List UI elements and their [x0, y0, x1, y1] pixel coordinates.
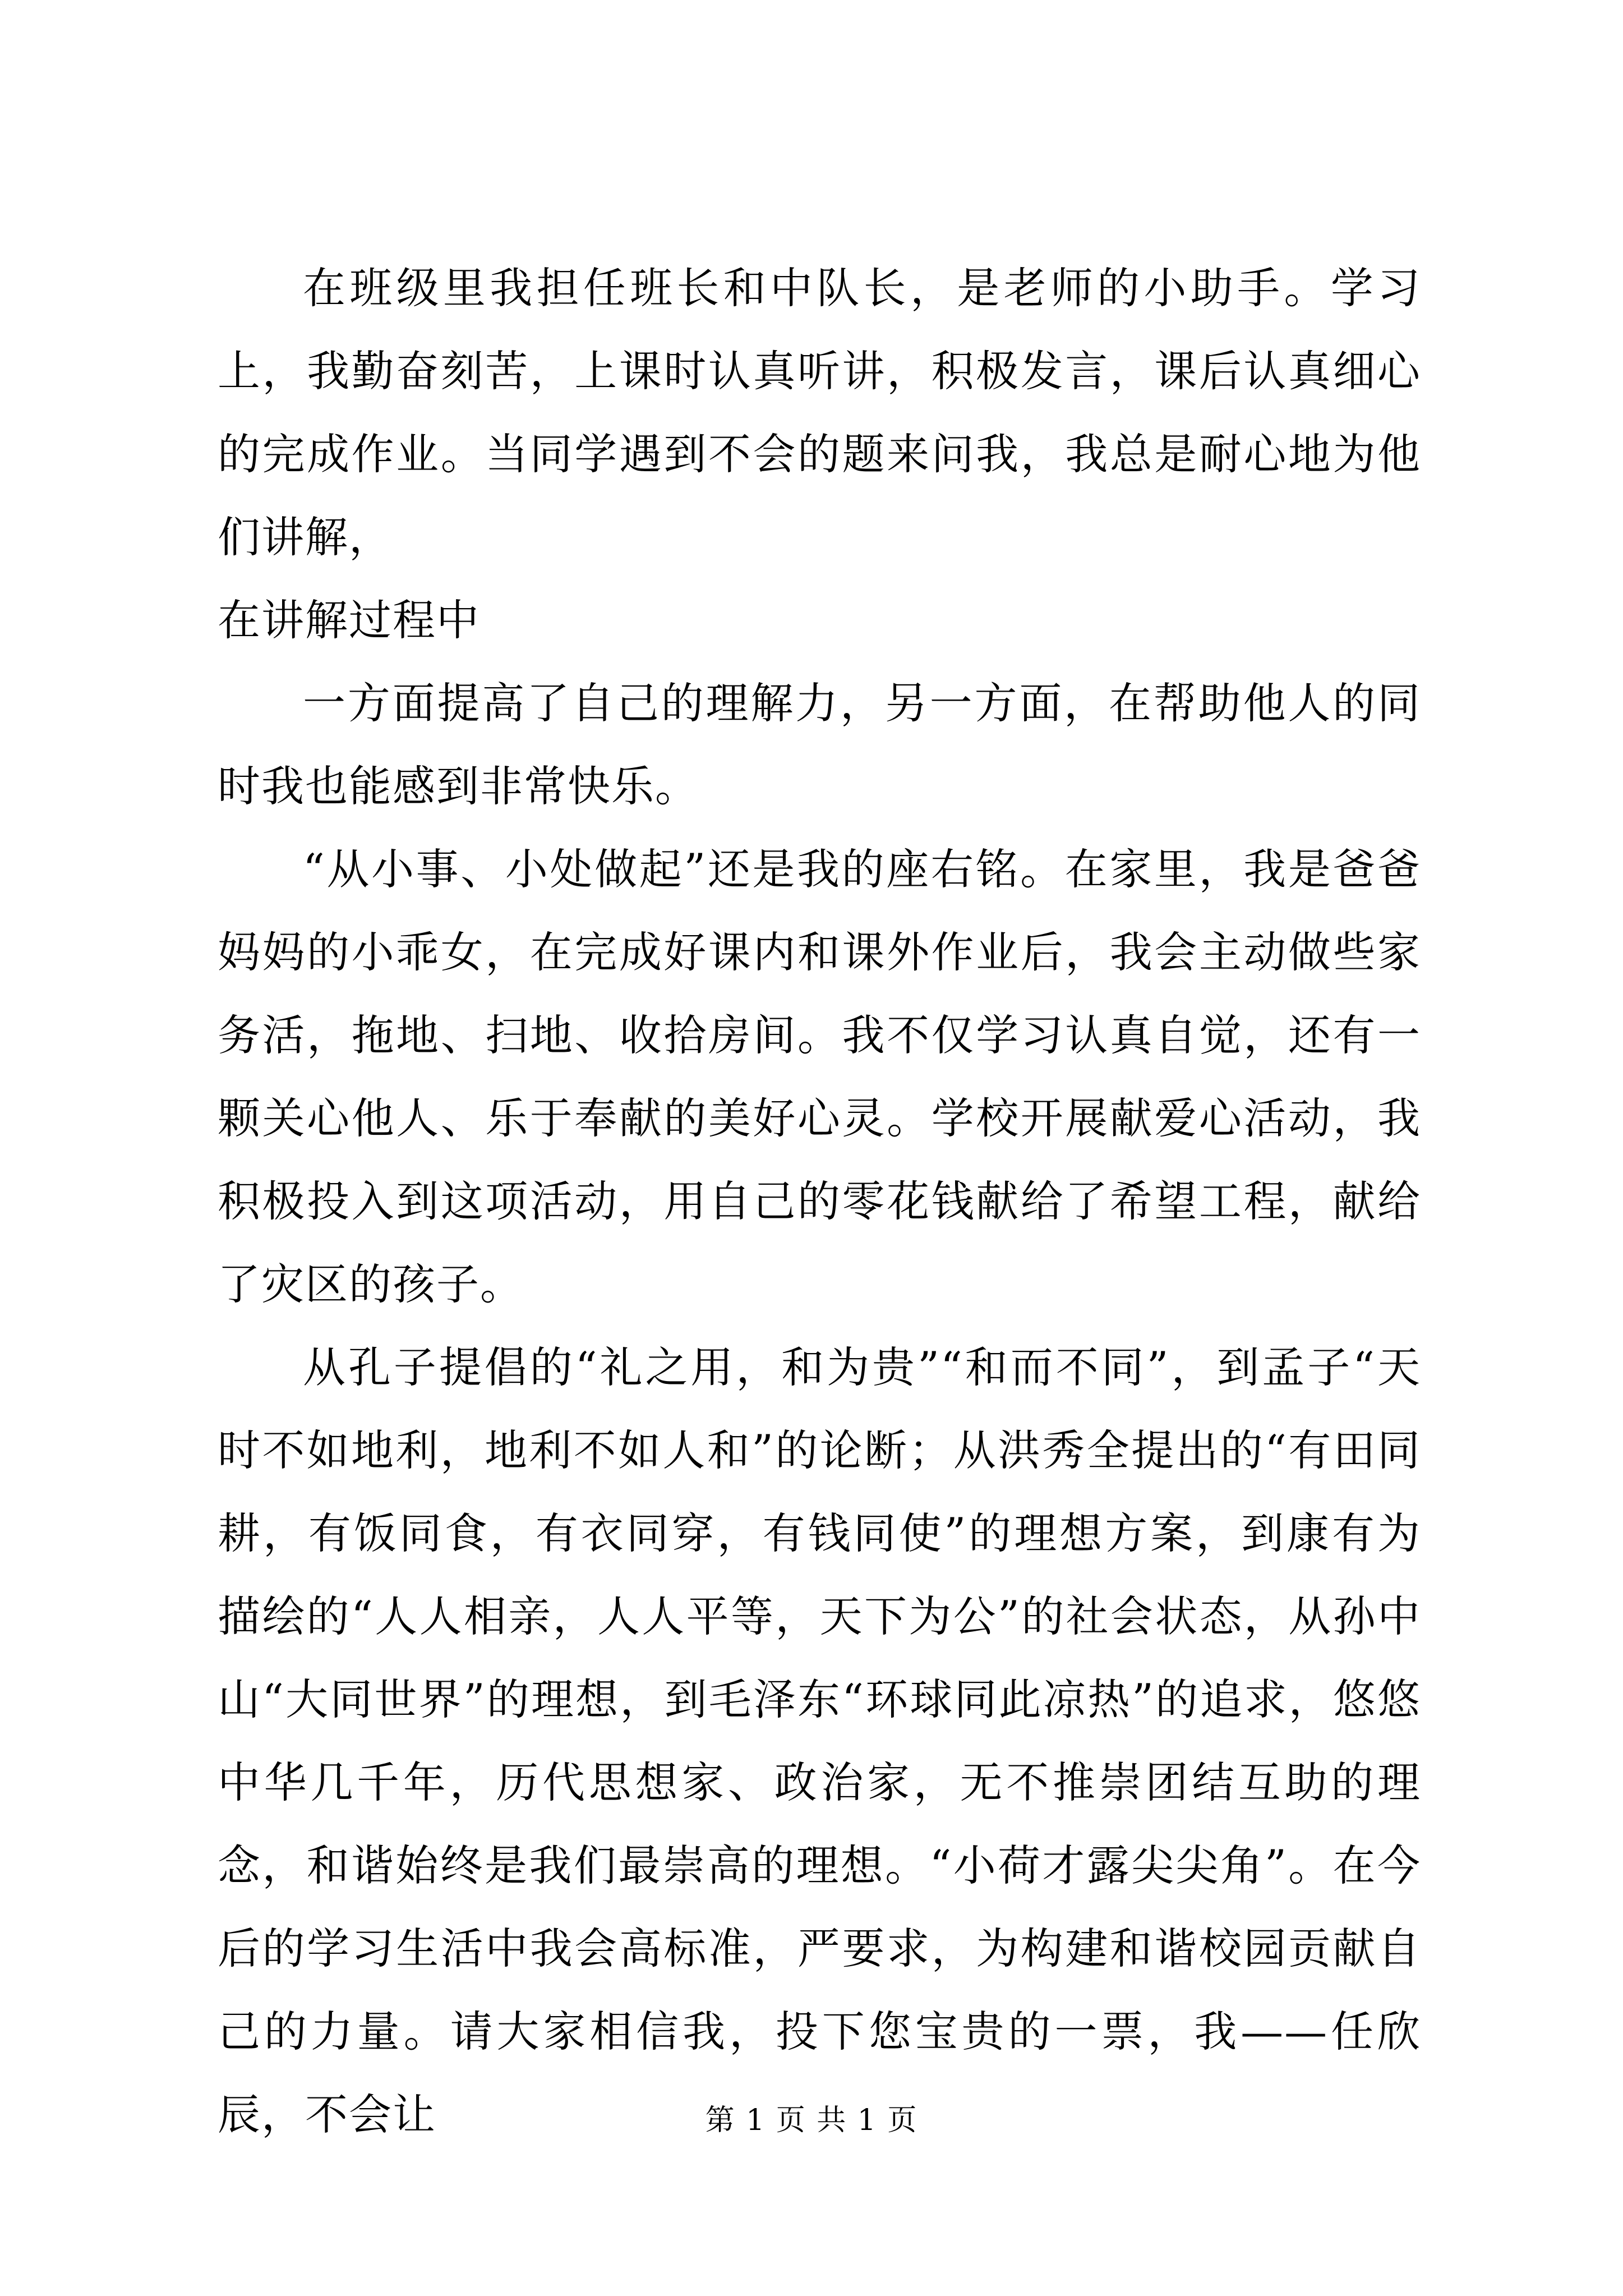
paragraph-motto: “从小事、小处做起”还是我的座右铭。在家里，我是爸爸妈妈的小乖女，在完成好课内和课外作业后，我会主动做些家务活，拖地、扫地、收拾房间。我不仅学习认真自觉，还有一颗关心他人、乐于奉献的美好心灵。学校开展献爱心活动，我积极投入到这项活动，用自己的零花钱献给了希望工程，献给了灾区的孩子。 — [218, 844, 1421, 1309]
document-body — [218, 247, 1421, 2156]
paragraph-understanding: 一方面提高了自己的理解力，另一方面，在帮助他人的同时我也能感到非常快乐。 — [218, 678, 1421, 811]
paragraph-class-monitor: 在班级里我担任班长和中队长，是老师的小助手。学习上，我勤奋刻苦，上课时认真听讲，积极发言，课后认真细心的完成作业。当同学遇到不会的题来问我，我总是耐心地为他们讲解， — [218, 263, 1421, 562]
paragraph-harmony: 从孔子提倡的“礼之用，和为贵”“和而不同”，到孟子“天时不如地利，地利不如人和”的论断；从洪秀全提出的“有田同耕，有饭同食，有衣同穿，有钱同使”的理想方案，到康有为描绘的“人人相亲，人人平等，天下为公”的社会状态，从孙中山“大同世界”的理想，到毛泽东“环球同此凉热”的追求，悠悠中华几千年，历代思想家、政治家，无不推崇团结互助的理念，和谐始终是我们最崇高的理想。“小荷才露尖尖角”。在今后的学习生活中我会高标准，严要求，为构建和谐校园贡献自己的力量。请大家相信我，投下您宝贵的一票，我——任欣辰，不会让 — [218, 1342, 1421, 2139]
page-footer: 第 1 页 共 1 页 — [705, 2104, 918, 2137]
paragraph-continuation: 在讲解过程中 — [218, 595, 480, 645]
